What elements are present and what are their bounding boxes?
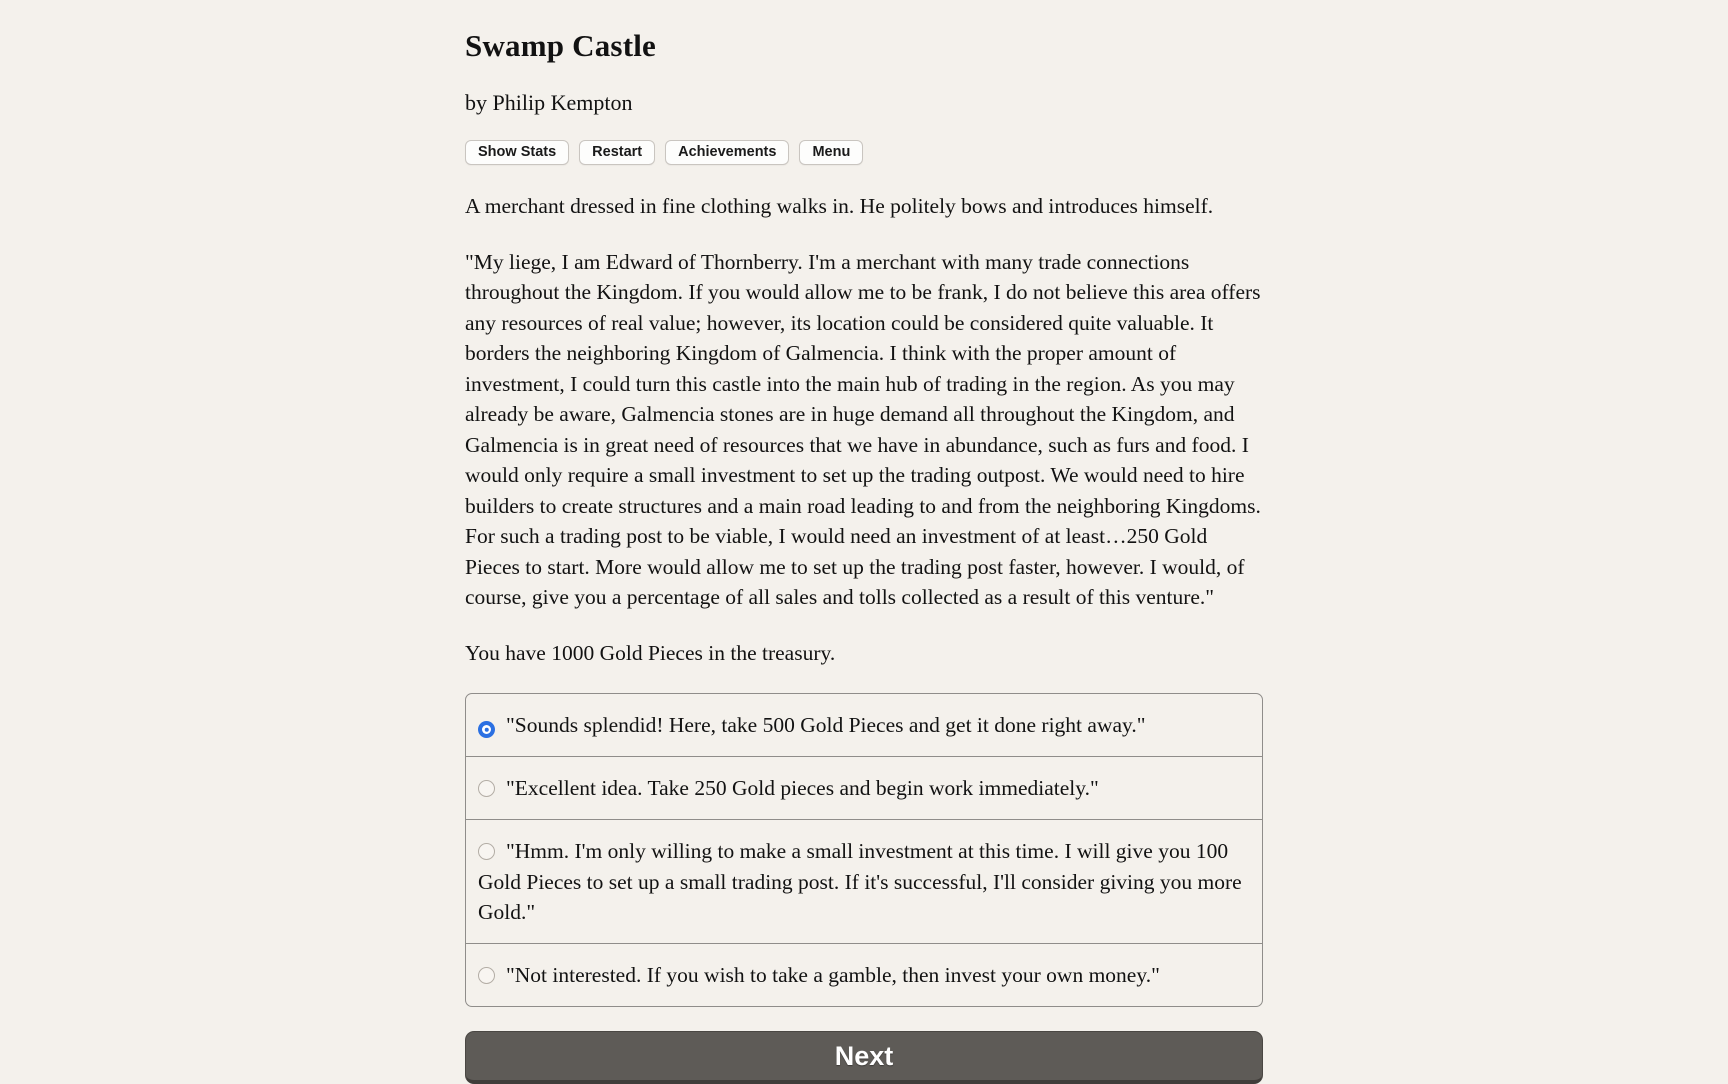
author-byline: by Philip Kempton (465, 90, 633, 115)
page-title: Swamp Castle (465, 28, 656, 63)
choice-label: "Hmm. I'm only willing to make a small investment at this time. I will give you 100 Gold Pieces to set up a small trading post. If it's successful, I'll consider giving you more Gold." (478, 839, 1242, 924)
game-content-column (465, 0, 1263, 1084)
story-paragraph: A merchant dressed in fine clothing walks in. He politely bows and introduces himself. (465, 194, 1214, 218)
radio-icon[interactable] (478, 780, 495, 797)
choice-list (465, 693, 1263, 1007)
achievements-button[interactable]: Achievements (665, 140, 789, 165)
choice-option[interactable] (466, 943, 1262, 1006)
menu-button[interactable]: Menu (799, 140, 863, 165)
choice-label: "Not interested. If you wish to take a gamble, then invest your own money." (506, 962, 1160, 987)
choice-option[interactable] (466, 756, 1262, 819)
radio-icon[interactable] (478, 967, 495, 984)
show-stats-button[interactable]: Show Stats (465, 140, 569, 165)
story-paragraph: You have 1000 Gold Pieces in the treasury. (465, 640, 836, 665)
story-text (465, 191, 1263, 668)
choice-label: "Sounds splendid! Here, take 500 Gold Pieces and get it done right away." (506, 713, 1146, 738)
choice-label: "Excellent idea. Take 250 Gold pieces and begin work immediately." (506, 776, 1099, 801)
radio-icon[interactable] (478, 843, 495, 860)
story-paragraph: "My liege, I am Edward of Thornberry. I'm a merchant with many trade connections throughout the Kingdom. If you would allow me to be frank, I do not believe this area offers any resources of real value; however, its location could be considered quite valuable. It borders the neighboring Kingdom of Galmencia. I think with the proper amount of investment, I could turn this castle into the main hub of trading in the region. As you may already be aware, Galmencia stones are in huge demand all throughout the Kingdom, and Galmencia is in great need of resources that we have in abundance, such as furs and food. I would only require a small investment to set up the trading outpost. We would need to hire builders to create structures and a main road leading to and from the neighboring Kingdoms. For such a trading post to be viable, I would need an investment of at least…250 Gold Pieces to start. More would allow me to set up the trading post faster, however. I would, of course, give you a percentage of all sales and tolls collected as a result of this venture." (465, 249, 1261, 610)
radio-icon[interactable] (478, 721, 495, 738)
choice-option[interactable] (466, 819, 1262, 942)
restart-button[interactable]: Restart (579, 140, 655, 165)
next-button[interactable]: Next (465, 1031, 1263, 1084)
toolbar (465, 140, 1263, 165)
choice-option[interactable] (466, 694, 1262, 756)
